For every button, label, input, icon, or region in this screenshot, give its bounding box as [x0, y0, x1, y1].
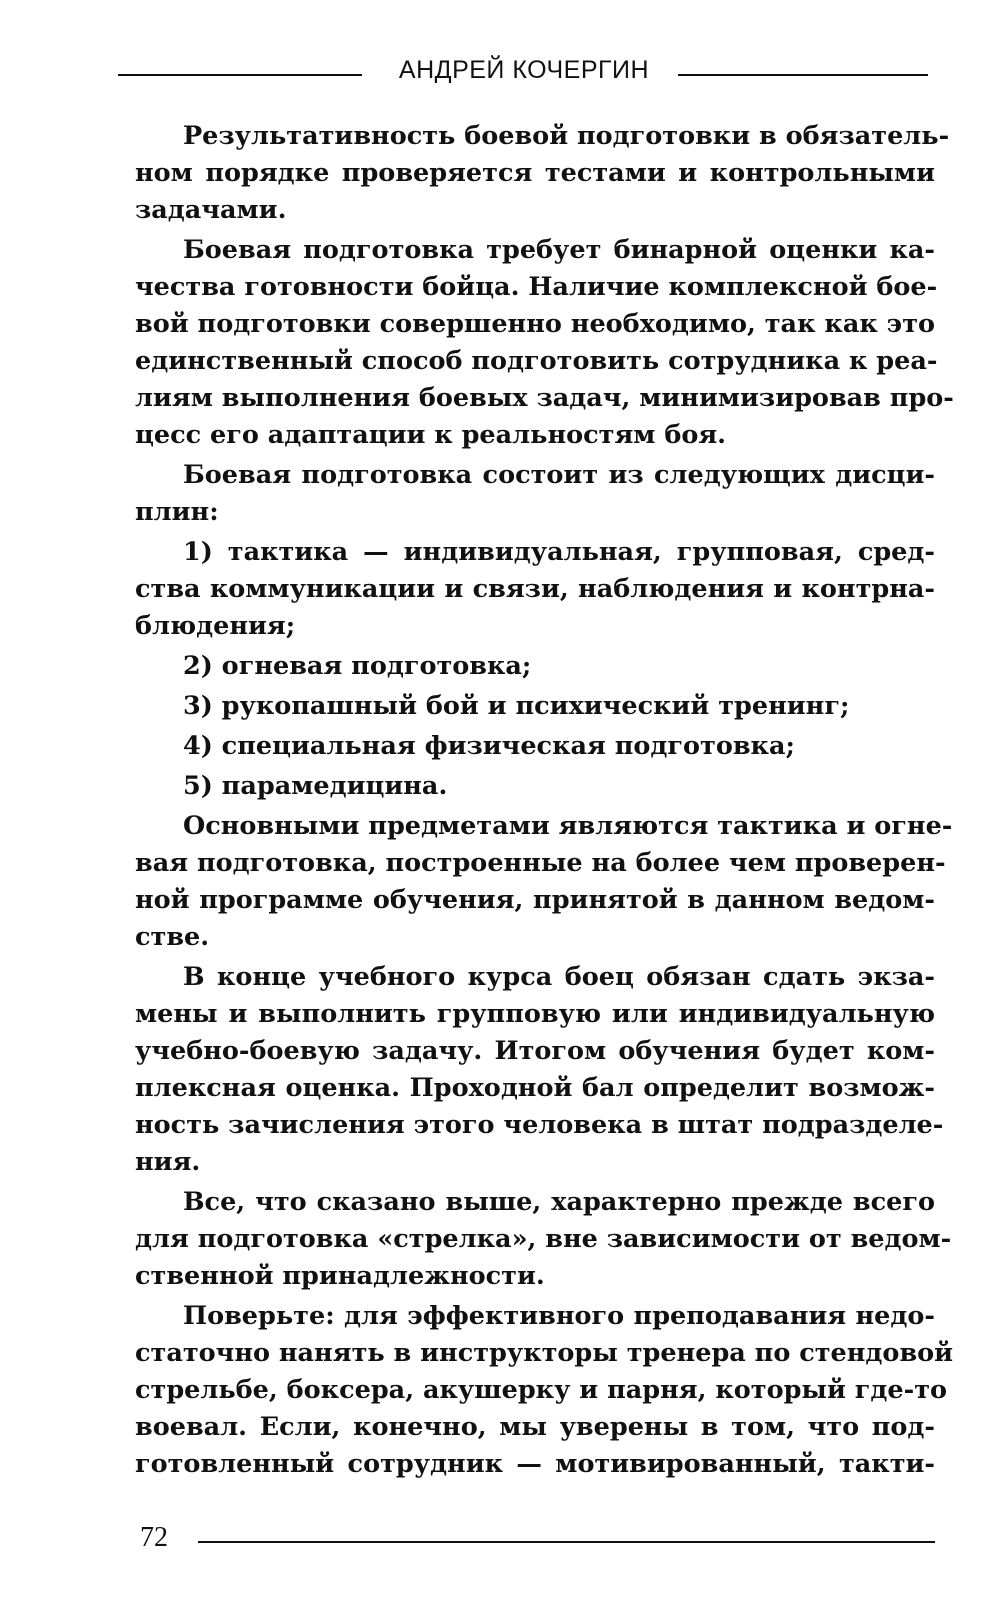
text-line: 5) парамедицина. — [183, 771, 448, 801]
paragraph — [135, 808, 953, 956]
text-line: статочно нанять в инструкторы тренера по стендовой — [135, 1338, 954, 1368]
text-line: 2) огневая подготовка; — [183, 651, 532, 681]
running-head — [118, 52, 928, 92]
footer-rule — [198, 1541, 935, 1543]
paragraph — [135, 457, 935, 531]
text-line: Поверьте: для эффективного преподавания недо- — [183, 1301, 935, 1331]
text-line: для подготовка «стрелка», вне зависимости от ведом- — [135, 1224, 952, 1254]
text-line: стве. — [135, 922, 210, 952]
text-line: учебно-боевую задачу. Итогом обучения будет ком- — [135, 1036, 935, 1066]
page-number: 72 — [140, 1522, 168, 1553]
text-line: 1) тактика — индивидуальная, групповая, сред- — [183, 537, 935, 567]
paragraph — [135, 768, 935, 805]
header-rule-right — [678, 74, 928, 76]
paragraph — [135, 648, 935, 685]
text-line: плексная оценка. Проходной бал определит возмож- — [135, 1073, 935, 1103]
text-line: Результативность боевой подготовки в обязатель- — [183, 121, 950, 151]
text-line: ном порядке проверяется тестами и контрольными — [135, 158, 935, 188]
text-line: Все, что сказано выше, характерно прежде всего — [183, 1187, 935, 1217]
text-line: чества готовности бойца. Наличие комплексной бое- — [135, 272, 938, 302]
paragraph — [135, 118, 950, 229]
page-footer — [130, 1522, 935, 1562]
text-line: мены и выполнить групповую или индивидуальную — [135, 999, 935, 1029]
text-line: ственной принадлежности. — [135, 1261, 545, 1291]
text-line: ства коммуникации и связи, наблюдения и контрна- — [135, 574, 935, 604]
text-line: ность зачисления этого человека в штат подразделе- — [135, 1110, 944, 1140]
paragraph — [135, 232, 954, 454]
text-line: Боевая подготовка требует бинарной оценки ка- — [183, 235, 935, 265]
text-line: 3) рукопашный бой и психический тренинг; — [183, 691, 850, 721]
running-head-title: АНДРЕЙ КОЧЕРГИН — [398, 56, 650, 84]
paragraph — [135, 959, 944, 1181]
text-line: задачами. — [135, 195, 287, 225]
text-line: вая подготовка, построенные на более чем проверен- — [135, 848, 946, 878]
paragraph — [135, 1298, 954, 1483]
paragraph — [135, 534, 935, 645]
text-line: цесс его адаптации к реальностям боя. — [135, 420, 727, 450]
text-line: воевал. Если, конечно, мы уверены в том, что под- — [135, 1412, 935, 1442]
paragraph — [135, 728, 935, 765]
text-line: Основными предметами являются тактика и огне- — [183, 811, 953, 841]
text-line: ния. — [135, 1147, 201, 1177]
text-line: единственный способ подготовить сотрудника к реа- — [135, 346, 938, 376]
paragraph — [135, 688, 935, 725]
text-line: лиям выполнения боевых задач, минимизировав про- — [135, 383, 954, 413]
text-line: В конце учебного курса боец обязан сдать экза- — [183, 962, 935, 992]
text-line: Боевая подготовка состоит из следующих дисци- — [183, 460, 935, 490]
text-line: ной программе обучения, принятой в данном ведом- — [135, 885, 935, 915]
header-rule-left — [118, 74, 362, 76]
text-line: стрельбе, боксера, акушерку и парня, который где-то — [135, 1375, 948, 1405]
text-line: вой подготовки совершенно необходимо, так как это — [135, 309, 935, 339]
text-line: блюдения; — [135, 611, 296, 641]
paragraph — [135, 1184, 952, 1295]
text-line: плин: — [135, 497, 219, 527]
text-line: 4) специальная физическая подготовка; — [183, 731, 795, 761]
text-line: готовленный сотрудник — мотивированный, такти- — [135, 1449, 935, 1479]
body-text — [135, 118, 954, 1486]
